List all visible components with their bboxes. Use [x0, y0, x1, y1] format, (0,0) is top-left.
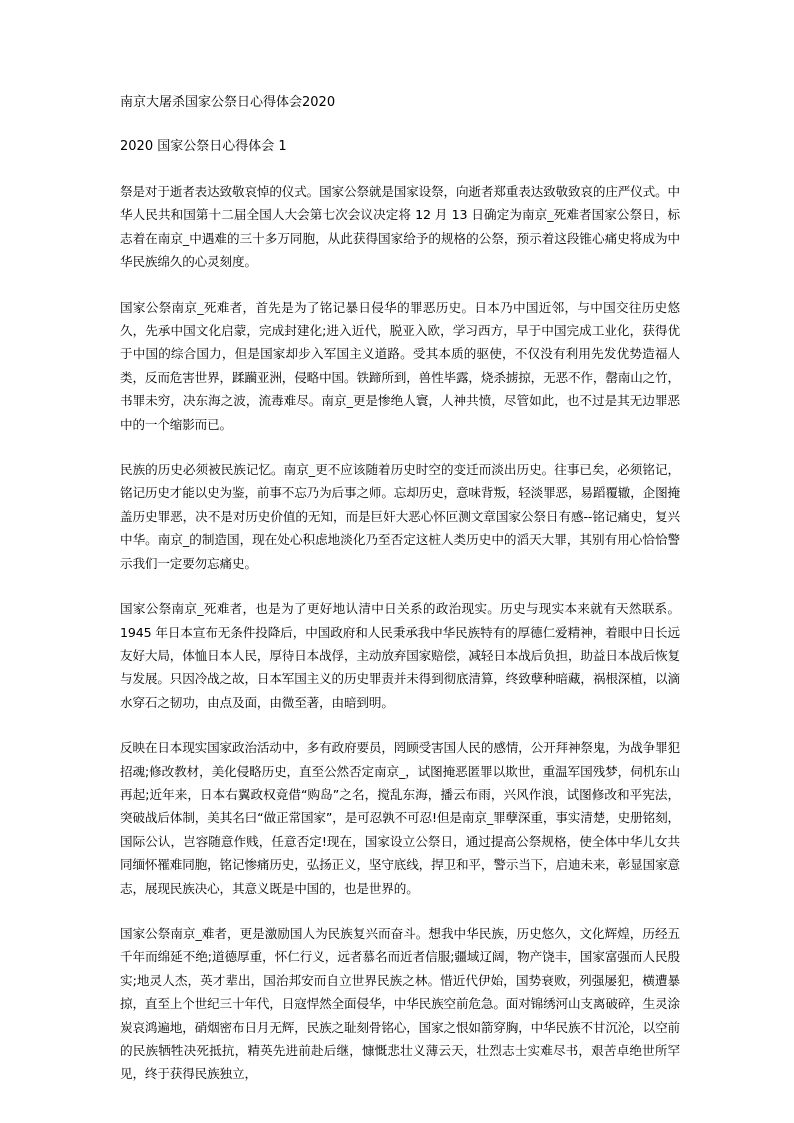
section-heading: 2020 国家公祭日心得体会 1 [120, 139, 287, 154]
paragraph-4: 国家公祭南京_死难者，也是为了更好地认清中日关系的政治现实。历史与现实本来就有天然联系。1945 年日本宣布无条件投降后，中国政府和人民秉承我中华民族特有的厚德仁爱精神，着眼中日长远友好大局，体恤日本人民，厚待日本战俘，主动放弃国家赔偿，减轻日本战后负担，助益日本战后恢复与发展。只因冷战之故，日本军国主义的历史罪责并未得到彻底清算，终致孽种暗藏，祸根深植，以滴水穿石之韧功，由点及面，由微至著，由暗到明。 [120, 601, 680, 710]
document-page [120, 92, 680, 1108]
paragraph-6: 国家公祭南京_难者，更是激励国人为民族复兴而奋斗。想我中华民族，历史悠久，文化辉煌，历经五千年而绵延不绝;道德厚重，怀仁行义，远者慕名而近者信服;疆域辽阔，物产饶丰，国家富强而人民殷实;地灵人杰，英才辈出，国治邦安而自立世界民族之林。惜近代伊始，国势衰败，列强屡犯，横遭暴掠，直至上个世纪三十年代，日寇悍然全面侵华，中华民族空前危急。面对锦绣河山支离破碎，生灵涂炭哀鸿遍地，硝烟密布日月无辉，民族之耻刻骨铭心，国家之恨如箭穿胸，中华民族不甘沉沦，以空前的民族牺牲决死抵抗，精英先进前赴后继，慷慨悲壮义薄云天，壮烈志士实难尽书，艰苦卓绝世所罕见，终于获得民族独立， [120, 925, 680, 1082]
paragraph-5: 反映在日本现实国家政治活动中，多有政府要员，罔顾受害国人民的感情，公开拜神祭鬼，为战争罪犯招魂;修改教材，美化侵略历史，直至公然否定南京_，试图掩恶匿罪以欺世，重温军国残梦，伺机东山再起;近年来，日本右翼政权竟借“购岛”之名，搅乱东海，播云布雨，兴风作浪，试图修改和平宪法，突破战后体制，美其名曰“做正常国家”，是可忍孰不可忍!但是南京_罪孽深重，事实清楚，史册铭刻，国际公认，岂容随意作贱，任意否定!现在，国家设立公祭日，通过提高公祭规格，使全体中华儿女共同缅怀罹难同胞，铭记惨痛历史，弘扬正义，坚守底线，捍卫和平，警示当下，启迪未来，彰显国家意志，展现民族决心，其意义既是中国的，也是世界的。 [120, 740, 680, 896]
document-title: 南京大屠杀国家公祭日心得体会2020 [120, 95, 336, 110]
paragraph-3: 民族的历史必须被民族记忆。南京_更不应该随着历史时空的变迁而淡出历史。往事已矣，必须铭记，铭记历史才能以史为鉴，前事不忘乃为后事之师。忘却历史，意味背叛，轻淡罪恶，易蹈覆辙，企图掩盖历史罪恶，决不是对历史价值的无知，而是巨奸大恶心怀叵测文章国家公祭日有感--铭记痛史，复兴中华。南京_的制造国，现在处心积虑地淡化乃至否定这桩人类历史中的滔天大罪，其别有用心恰恰警示我们一定要勿忘痛史。 [120, 462, 680, 571]
paragraph-1: 祭是对于逝者表达致敬哀悼的仪式。国家公祭就是国家设祭，向逝者郑重表达致敬致哀的庄严仪式。中华人民共和国第十二届全国人大会第七次会议决定将 12 月 13 日确定为南京_死难者国家公祭日，标志着在南京_中遇难的三十多万同胞，从此获得国家给予的规格的公祭，预示着这段锥心痛史将成为中华民族绵久的心灵刻度。 [120, 184, 680, 270]
paragraph-2: 国家公祭南京_死难者，首先是为了铭记暴日侵华的罪恶历史。日本乃中国近邻，与中国交往历史悠久，先承中国文化启蒙，完成封建化;进入近代，脱亚入欧，学习西方，早于中国完成工业化，获得优于中国的综合国力，但是国家却步入军国主义道路。受其本质的驱使，不仅没有利用先发优势造福人类，反而危害世界，蹂躏亚洲，侵略中国。铁蹄所到，兽性毕露，烧杀掳掠，无恶不作，罄南山之竹，书罪未穷，决东海之波，流毒难尽。南京_更是惨绝人寰，人神共愤，尽管如此，也不过是其无边罪恶中的一个缩影而已。 [120, 299, 680, 432]
